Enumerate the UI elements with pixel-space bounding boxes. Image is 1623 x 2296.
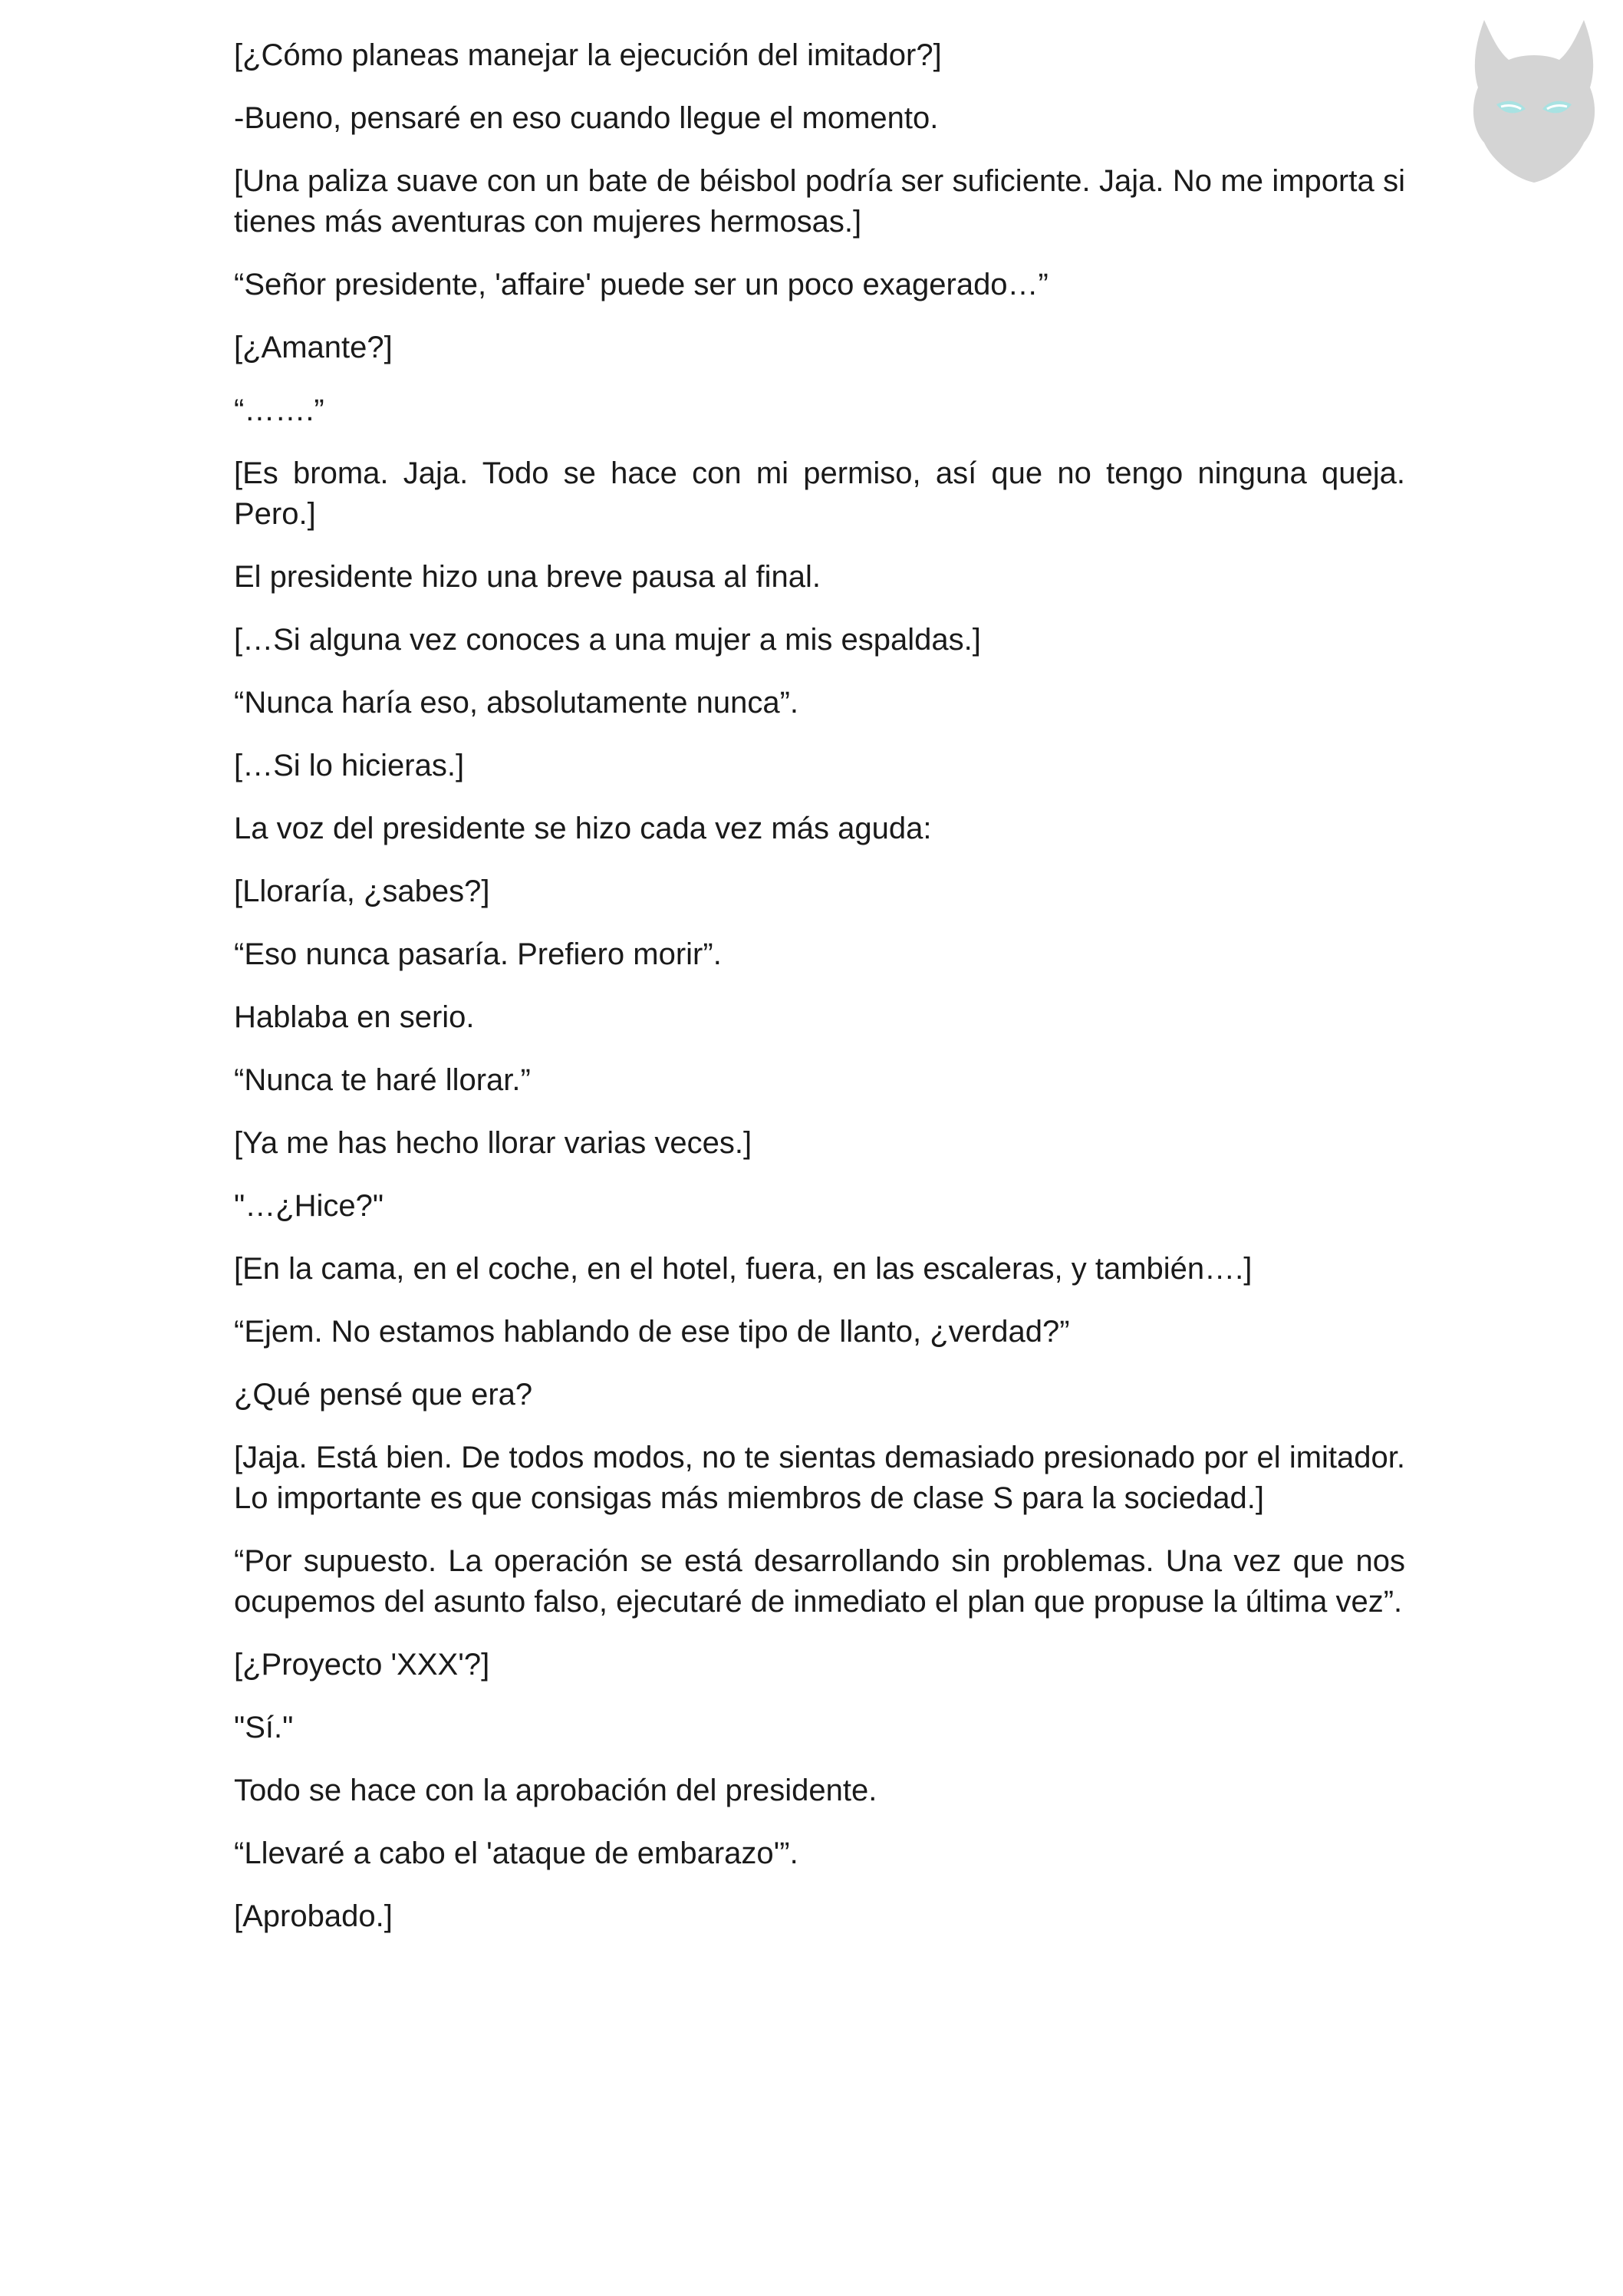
paragraph: -Bueno, pensaré en eso cuando llegue el momento. bbox=[234, 101, 939, 135]
paragraph: “Llevaré a cabo el 'ataque de embarazo'”. bbox=[234, 1836, 798, 1870]
paragraph: […Si lo hicieras.] bbox=[234, 749, 465, 782]
paragraph: [¿Amante?] bbox=[234, 331, 393, 364]
paragraph: [Ya me has hecho llorar varias veces.] bbox=[234, 1126, 752, 1160]
paragraph: [Lloraría, ¿sabes?] bbox=[234, 875, 490, 908]
paragraph: “Nunca haría eso, absolutamente nunca”. bbox=[234, 686, 798, 720]
paragraph: [Jaja. Está bien. De todos modos, no te sientas demasiado presionado por el imitador. Lo importante es que consigas más miembros de clase S para la sociedad.] bbox=[234, 1441, 1405, 1515]
paragraph: [¿Cómo planeas manejar la ejecución del imitador?] bbox=[234, 38, 942, 72]
paragraph: [¿Proyecto 'XXX'?] bbox=[234, 1648, 490, 1682]
paragraph: “Por supuesto. La operación se está desarrollando sin problemas. Una vez que nos ocupemos del asunto falso, ejecutaré de inmediato el plan que propuse la última vez”. bbox=[234, 1544, 1405, 1619]
paragraph: [Aprobado.] bbox=[234, 1899, 393, 1933]
paragraph: [Es broma. Jaja. Todo se hace con mi permiso, así que no tengo ninguna queja. Pero.] bbox=[234, 456, 1405, 531]
paragraph: “Ejem. No estamos hablando de ese tipo de llanto, ¿verdad?” bbox=[234, 1315, 1070, 1349]
paragraph: "Sí." bbox=[234, 1711, 294, 1744]
paragraph: [En la cama, en el coche, en el hotel, fuera, en las escaleras, y también….] bbox=[234, 1252, 1253, 1286]
paragraph: ¿Qué pensé que era? bbox=[234, 1378, 533, 1412]
paragraph: “Señor presidente, 'affaire' puede ser un poco exagerado…” bbox=[234, 268, 1049, 301]
paragraph: El presidente hizo una breve pausa al final. bbox=[234, 560, 821, 594]
paragraph: “…….” bbox=[234, 394, 324, 427]
paragraph: La voz del presidente se hizo cada vez más aguda: bbox=[234, 812, 932, 845]
paragraph: “Eso nunca pasaría. Prefiero morir”. bbox=[234, 937, 722, 971]
paragraph: Hablaba en serio. bbox=[234, 1000, 475, 1034]
paragraph: Todo se hace con la aprobación del presidente. bbox=[234, 1774, 877, 1807]
paragraph: "…¿Hice?" bbox=[234, 1189, 384, 1223]
paragraph: […Si alguna vez conoces a una mujer a mis espaldas.] bbox=[234, 623, 981, 657]
paragraph: [Una paliza suave con un bate de béisbol podría ser suficiente. Jaja. No me importa si tienes más aventuras con mujeres hermosas.] bbox=[234, 164, 1405, 239]
story-text bbox=[234, 35, 1405, 1959]
demon-head-icon bbox=[1461, 14, 1607, 186]
paragraph: “Nunca te haré llorar.” bbox=[234, 1063, 531, 1097]
